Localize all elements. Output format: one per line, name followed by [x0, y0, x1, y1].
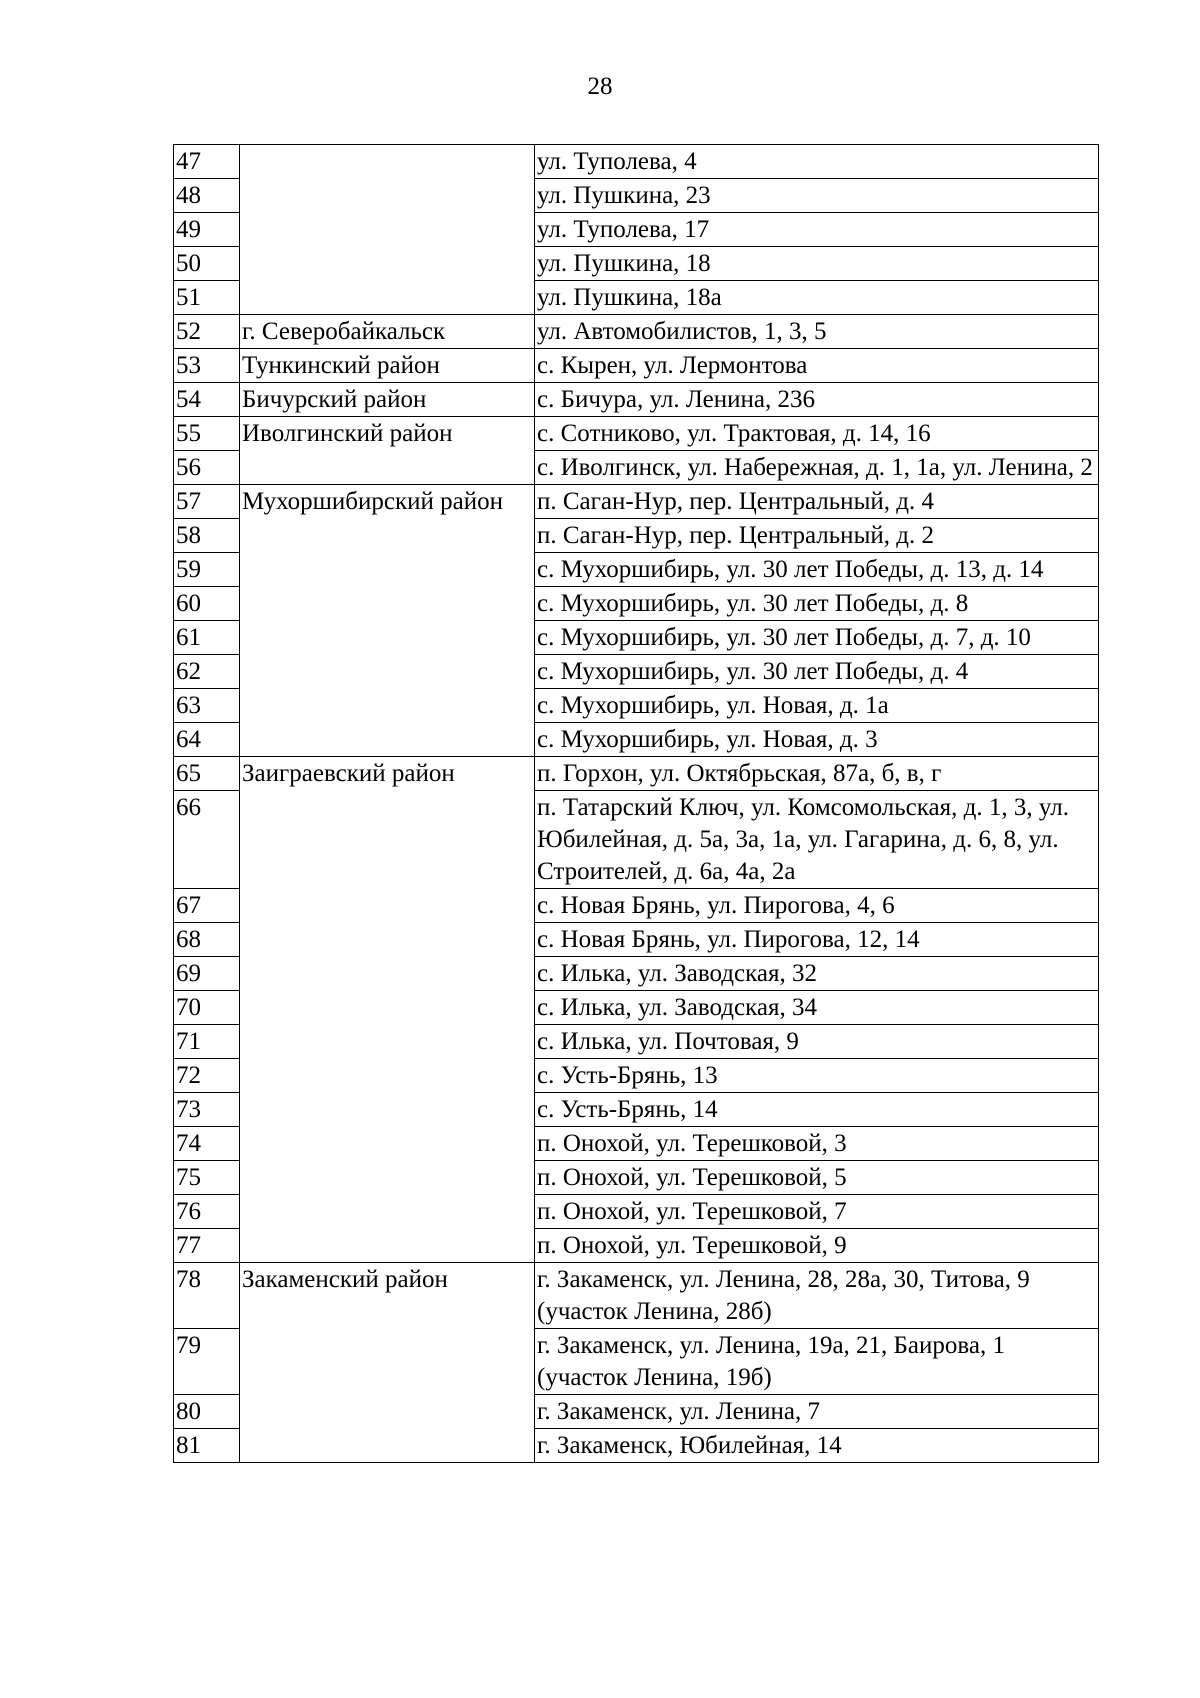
row-number: 72	[174, 1059, 240, 1093]
district-cell	[240, 145, 535, 315]
address-cell: г. Закаменск, ул. Ленина, 28, 28а, 30, Титова, 9 (участок Ленина, 28б)	[535, 1263, 1099, 1329]
district-cell: Иволгинский район	[240, 417, 535, 485]
district-cell: Тункинский район	[240, 349, 535, 383]
address-table	[173, 144, 1099, 1463]
row-number: 68	[174, 923, 240, 957]
address-cell: п. Онохой, ул. Терешковой, 5	[535, 1161, 1099, 1195]
address-cell: п. Онохой, ул. Терешковой, 3	[535, 1127, 1099, 1161]
row-number: 77	[174, 1229, 240, 1263]
address-cell: с. Илька, ул. Заводская, 32	[535, 957, 1099, 991]
row-number: 60	[174, 587, 240, 621]
table-row	[174, 1263, 1099, 1329]
address-cell: п. Татарский Ключ, ул. Комсомольская, д. 1, 3, ул. Юбилейная, д. 5а, 3а, 1а, ул. Гагарина, д. 6, 8, ул. Строителей, д. 6а, 4а, 2а	[535, 791, 1099, 889]
table-row	[174, 349, 1099, 383]
district-cell: Бичурский район	[240, 383, 535, 417]
address-cell: с. Илька, ул. Заводская, 34	[535, 991, 1099, 1025]
district-cell: Заиграевский район	[240, 757, 535, 1263]
row-number: 49	[174, 213, 240, 247]
district-cell: Мухоршибирский район	[240, 485, 535, 757]
district-cell: Закаменский район	[240, 1263, 535, 1463]
address-cell: ул. Пушкина, 18	[535, 247, 1099, 281]
address-cell: с. Кырен, ул. Лермонтова	[535, 349, 1099, 383]
address-cell: с. Новая Брянь, ул. Пирогова, 12, 14	[535, 923, 1099, 957]
row-number: 71	[174, 1025, 240, 1059]
row-number: 50	[174, 247, 240, 281]
row-number: 59	[174, 553, 240, 587]
address-cell: п. Онохой, ул. Терешковой, 9	[535, 1229, 1099, 1263]
row-number: 73	[174, 1093, 240, 1127]
row-number: 66	[174, 791, 240, 889]
row-number: 51	[174, 281, 240, 315]
address-cell: п. Онохой, ул. Терешковой, 7	[535, 1195, 1099, 1229]
row-number: 78	[174, 1263, 240, 1329]
address-cell: с. Мухоршибирь, ул. 30 лет Победы, д. 7, д. 10	[535, 621, 1099, 655]
row-number: 67	[174, 889, 240, 923]
address-cell: с. Мухоршибирь, ул. 30 лет Победы, д. 8	[535, 587, 1099, 621]
row-number: 70	[174, 991, 240, 1025]
address-cell: с. Усть-Брянь, 13	[535, 1059, 1099, 1093]
address-cell: ул. Автомобилистов, 1, 3, 5	[535, 315, 1099, 349]
table-row	[174, 383, 1099, 417]
address-cell: п. Саган-Нур, пер. Центральный, д. 4	[535, 485, 1099, 519]
address-cell: г. Закаменск, ул. Ленина, 19а, 21, Баирова, 1 (участок Ленина, 19б)	[535, 1329, 1099, 1395]
address-cell: с. Мухоршибирь, ул. Новая, д. 1а	[535, 689, 1099, 723]
address-table-body	[174, 145, 1099, 1463]
row-number: 65	[174, 757, 240, 791]
row-number: 56	[174, 451, 240, 485]
address-cell: с. Бичура, ул. Ленина, 236	[535, 383, 1099, 417]
address-cell: п. Горхон, ул. Октябрьская, 87а, б, в, г	[535, 757, 1099, 791]
table-row	[174, 485, 1099, 519]
address-cell: с. Усть-Брянь, 14	[535, 1093, 1099, 1127]
page-number: 28	[587, 73, 613, 100]
row-number: 57	[174, 485, 240, 519]
address-cell: с. Новая Брянь, ул. Пирогова, 4, 6	[535, 889, 1099, 923]
district-cell: г. Северобайкальск	[240, 315, 535, 349]
address-cell: ул. Пушкина, 18а	[535, 281, 1099, 315]
table-row	[174, 757, 1099, 791]
table-row	[174, 145, 1099, 179]
address-cell: ул. Пушкина, 23	[535, 179, 1099, 213]
row-number: 80	[174, 1395, 240, 1429]
address-cell: с. Иволгинск, ул. Набережная, д. 1, 1а, ул. Ленина, 2	[535, 451, 1099, 485]
row-number: 58	[174, 519, 240, 553]
address-cell: с. Мухоршибирь, ул. Новая, д. 3	[535, 723, 1099, 757]
row-number: 48	[174, 179, 240, 213]
row-number: 55	[174, 417, 240, 451]
address-cell: ул. Туполева, 4	[535, 145, 1099, 179]
row-number: 47	[174, 145, 240, 179]
address-cell: ул. Туполева, 17	[535, 213, 1099, 247]
row-number: 54	[174, 383, 240, 417]
address-cell: с. Мухоршибирь, ул. 30 лет Победы, д. 13, д. 14	[535, 553, 1099, 587]
row-number: 62	[174, 655, 240, 689]
address-cell: с. Сотниково, ул. Трактовая, д. 14, 16	[535, 417, 1099, 451]
row-number: 75	[174, 1161, 240, 1195]
row-number: 76	[174, 1195, 240, 1229]
row-number: 53	[174, 349, 240, 383]
row-number: 61	[174, 621, 240, 655]
row-number: 52	[174, 315, 240, 349]
row-number: 69	[174, 957, 240, 991]
row-number: 81	[174, 1429, 240, 1463]
row-number: 74	[174, 1127, 240, 1161]
row-number: 79	[174, 1329, 240, 1395]
address-cell: п. Саган-Нур, пер. Центральный, д. 2	[535, 519, 1099, 553]
address-cell: г. Закаменск, ул. Ленина, 7	[535, 1395, 1099, 1429]
table-row	[174, 417, 1099, 451]
row-number: 64	[174, 723, 240, 757]
address-cell: г. Закаменск, Юбилейная, 14	[535, 1429, 1099, 1463]
address-cell: с. Мухоршибирь, ул. 30 лет Победы, д. 4	[535, 655, 1099, 689]
table-row	[174, 315, 1099, 349]
row-number: 63	[174, 689, 240, 723]
address-cell: с. Илька, ул. Почтовая, 9	[535, 1025, 1099, 1059]
